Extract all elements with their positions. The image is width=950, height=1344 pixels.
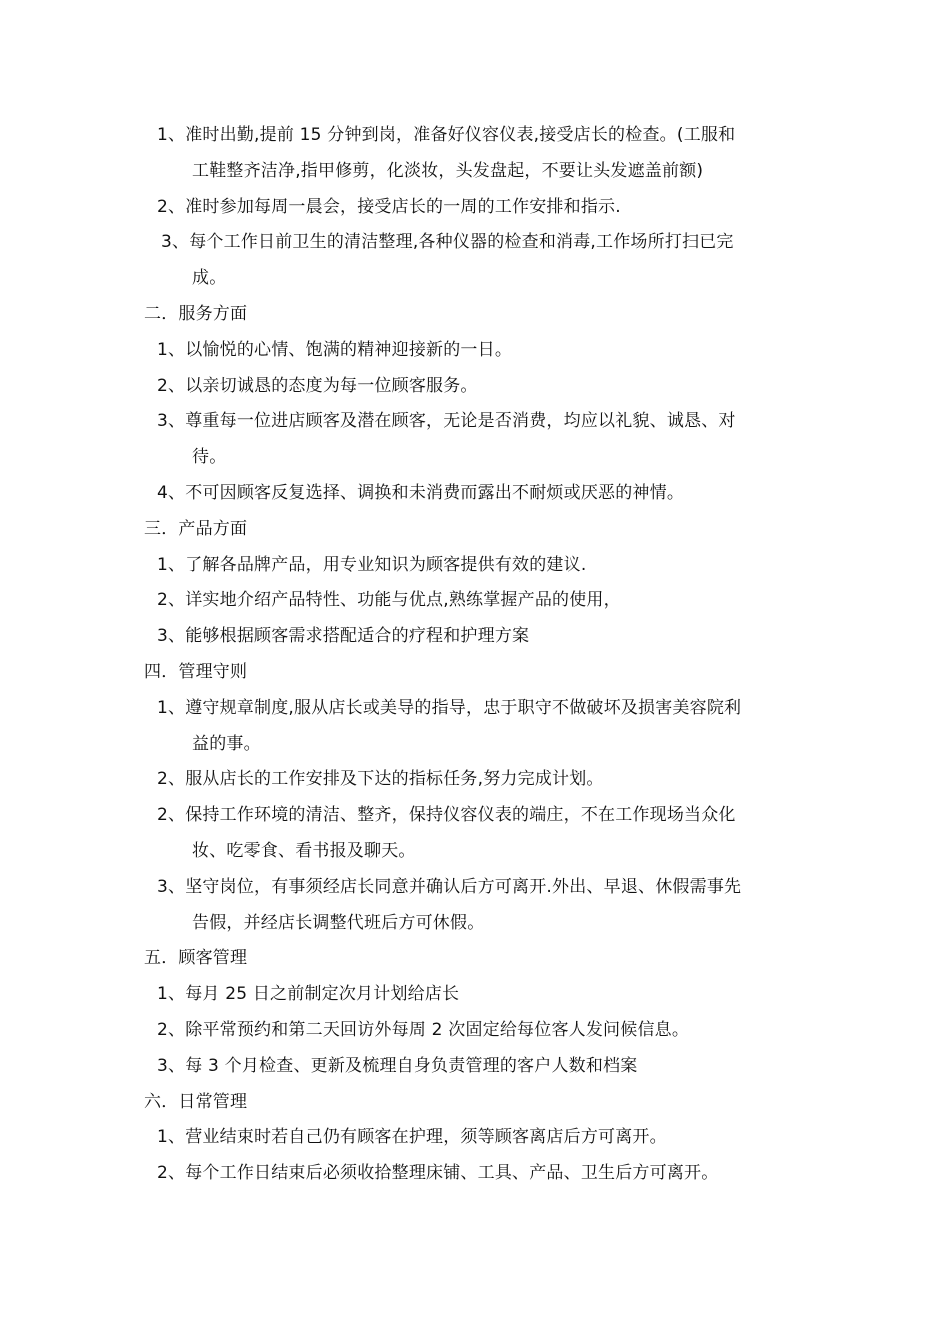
list-item: 2、保持工作环境的清洁、整齐，保持仪容仪表的端庄，不在工作现场当众化 <box>157 805 736 826</box>
list-item: 2、准时参加每周一晨会，接受店长的一周的工作安排和指示. <box>157 196 621 217</box>
list-item: 3、每个工作日前卫生的清洁整理,各种仪器的检查和消毒,工作场所打扫已完 <box>161 232 734 253</box>
list-item: 1、准时出勤,提前 15 分钟到岗，准备好仪容仪表,接受店长的检查。(工服和 <box>157 125 736 145</box>
list-item: 3、每 3 个月检查、更新及梳理自身负责管理的客户人数和档案 <box>157 1055 638 1076</box>
list-item: 2、以亲切诚恳的态度为每一位顾客服务。 <box>157 375 478 396</box>
list-item: 1、遵守规章制度,服从店长或美导的指导，忠于职守不做破坏及损害美容院利 <box>157 697 742 718</box>
list-item: 3、尊重每一位进店顾客及潜在顾客，无论是否消费，均应以礼貌、诚恳、对 <box>157 411 736 432</box>
section-heading: 四．管理守则 <box>144 661 248 682</box>
section-service <box>0 297 950 512</box>
list-item: 2、详实地介绍产品特性、功能与优点,熟练掌握产品的使用， <box>157 590 621 611</box>
list-item: 4、不可因顾客反复选择、调换和未消费而露出不耐烦或厌恶的神情。 <box>157 482 685 503</box>
list-item: 2、服从店长的工作安排及下达的指标任务,努力完成计划。 <box>157 769 604 790</box>
section-heading: 二．服务方面 <box>144 303 248 324</box>
list-item-continuation: 待。 <box>192 447 227 468</box>
list-item: 1、每月 25 日之前制定次月计划给店长 <box>157 984 460 1005</box>
section-daily-management <box>0 1085 950 1192</box>
list-item-continuation: 妆、吃零食、看书报及聊天。 <box>192 840 416 861</box>
document-page <box>0 118 950 1192</box>
list-item: 2、每个工作日结束后必须收拾整理床铺、工具、产品、卫生后方可离开。 <box>157 1163 719 1184</box>
list-item-continuation: 工鞋整齐洁净,指甲修剪，化淡妆，头发盘起，不要让头发遮盖前额) <box>192 160 704 181</box>
list-item-continuation: 告假，并经店长调整代班后方可休假。 <box>192 912 485 933</box>
list-item: 1、营业结束时若自己仍有顾客在护理，须等顾客离店后方可离开。 <box>157 1127 667 1148</box>
section-attendance <box>0 118 950 297</box>
list-item-continuation: 益的事。 <box>192 733 261 754</box>
list-item: 2、除平常预约和第二天回访外每周 2 次固定给每位客人发问候信息。 <box>157 1019 690 1040</box>
section-customer-management <box>0 941 950 1084</box>
section-management-rules <box>0 655 950 941</box>
section-heading: 六．日常管理 <box>144 1091 248 1112</box>
section-heading: 五．顾客管理 <box>144 948 248 969</box>
list-item: 3、坚守岗位，有事须经店长同意并确认后方可离开.外出、早退、休假需事先 <box>157 876 742 897</box>
list-item-continuation: 成。 <box>192 268 227 289</box>
list-item: 3、能够根据顾客需求搭配适合的疗程和护理方案 <box>157 626 530 647</box>
list-item: 1、了解各品牌产品，用专业知识为顾客提供有效的建议. <box>157 554 587 575</box>
section-heading: 三．产品方面 <box>144 518 248 539</box>
list-item: 1、以愉悦的心情、饱满的精神迎接新的一日。 <box>157 339 513 360</box>
section-product <box>0 512 950 655</box>
